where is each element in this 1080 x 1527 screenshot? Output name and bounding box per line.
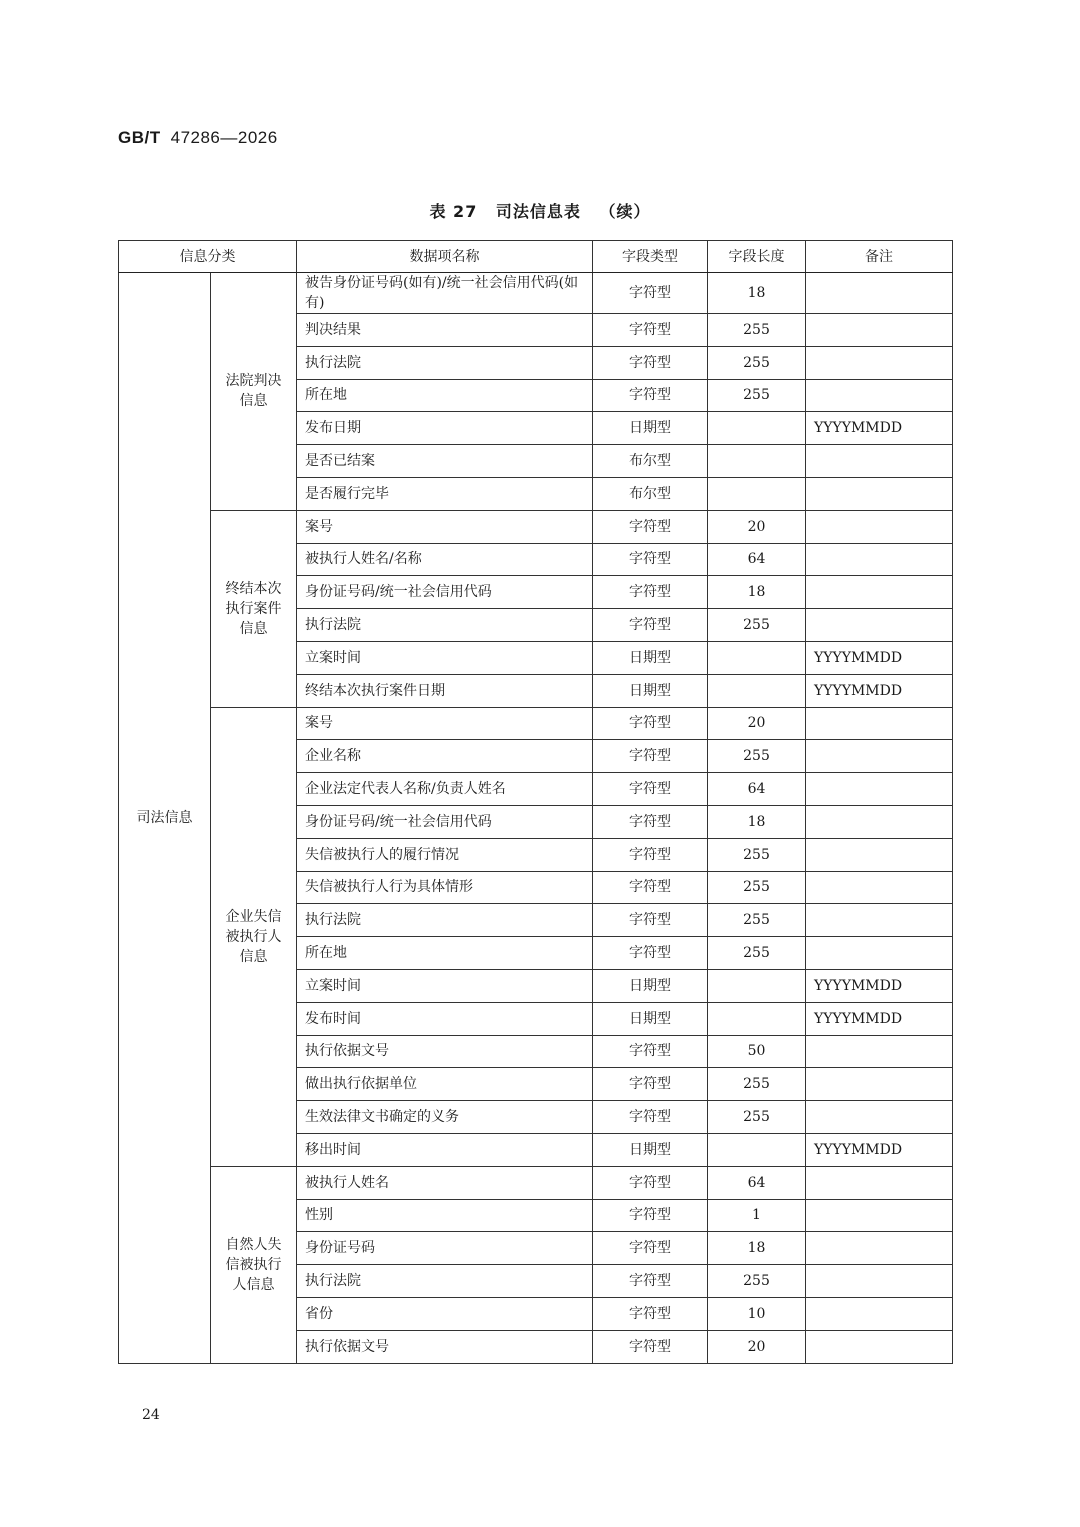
note-cell bbox=[806, 1199, 953, 1232]
field-length-cell: 255 bbox=[708, 314, 806, 347]
data-item-name-cell: 被执行人姓名 bbox=[297, 1166, 593, 1199]
field-length-cell: 18 bbox=[708, 273, 806, 314]
note-cell bbox=[806, 1232, 953, 1265]
field-type-cell: 日期型 bbox=[593, 1133, 708, 1166]
sub-category-line: 执行案件 bbox=[225, 600, 282, 617]
sub-category-line: 自然人失 bbox=[225, 1236, 282, 1253]
field-type-cell: 字符型 bbox=[593, 1101, 708, 1134]
data-item-name-cell: 身份证号码/统一社会信用代码 bbox=[297, 576, 593, 609]
sub-category-line: 企业失信 bbox=[225, 908, 282, 925]
note-cell bbox=[806, 510, 953, 543]
data-item-name-cell: 执行依据文号 bbox=[297, 1330, 593, 1363]
data-item-name-cell: 失信被执行人的履行情况 bbox=[297, 838, 593, 871]
table-row bbox=[119, 707, 953, 740]
field-length-cell: 255 bbox=[708, 937, 806, 970]
sub-category-line: 终结本次 bbox=[225, 580, 282, 597]
data-item-name-cell: 身份证号码 bbox=[297, 1232, 593, 1265]
data-item-name-cell: 所在地 bbox=[297, 379, 593, 412]
data-item-name-cell: 企业名称 bbox=[297, 740, 593, 773]
field-type-cell: 字符型 bbox=[593, 838, 708, 871]
field-type-cell: 布尔型 bbox=[593, 445, 708, 478]
note-cell bbox=[806, 1265, 953, 1298]
sub-category-line: 信息 bbox=[239, 620, 268, 637]
data-item-name-cell: 所在地 bbox=[297, 937, 593, 970]
data-item-name-cell: 被告身份证号码(如有)/统一社会信用代码(如有) bbox=[297, 273, 593, 314]
field-type-cell: 字符型 bbox=[593, 1166, 708, 1199]
data-item-name-cell: 移出时间 bbox=[297, 1133, 593, 1166]
field-length-cell bbox=[708, 477, 806, 510]
field-length-cell: 64 bbox=[708, 543, 806, 576]
field-type-cell: 日期型 bbox=[593, 969, 708, 1002]
field-length-cell: 20 bbox=[708, 707, 806, 740]
note-cell: YYYYMMDD bbox=[806, 1002, 953, 1035]
note-cell bbox=[806, 1035, 953, 1068]
field-type-cell: 字符型 bbox=[593, 1199, 708, 1232]
note-cell: YYYYMMDD bbox=[806, 412, 953, 445]
field-type-cell: 日期型 bbox=[593, 674, 708, 707]
note-cell bbox=[806, 871, 953, 904]
note-cell bbox=[806, 1330, 953, 1363]
field-type-cell: 字符型 bbox=[593, 273, 708, 314]
data-item-name-cell: 案号 bbox=[297, 707, 593, 740]
note-cell bbox=[806, 477, 953, 510]
standard-number: 47286—2026 bbox=[170, 128, 278, 147]
data-item-name-cell: 执行法院 bbox=[297, 346, 593, 379]
field-length-cell: 64 bbox=[708, 1166, 806, 1199]
data-item-name-cell: 执行法院 bbox=[297, 609, 593, 642]
table-row bbox=[119, 273, 953, 314]
field-length-cell: 255 bbox=[708, 740, 806, 773]
note-cell bbox=[806, 273, 953, 314]
field-type-cell: 字符型 bbox=[593, 510, 708, 543]
field-length-cell: 255 bbox=[708, 609, 806, 642]
sub-category-cell bbox=[211, 1166, 297, 1363]
field-type-cell: 日期型 bbox=[593, 412, 708, 445]
note-cell bbox=[806, 740, 953, 773]
sub-category-cell bbox=[211, 707, 297, 1166]
data-item-name-cell: 判决结果 bbox=[297, 314, 593, 347]
field-type-cell: 字符型 bbox=[593, 740, 708, 773]
note-cell bbox=[806, 1166, 953, 1199]
table-row bbox=[119, 1166, 953, 1199]
table-body bbox=[119, 273, 953, 1364]
field-type-cell: 字符型 bbox=[593, 609, 708, 642]
field-length-cell: 255 bbox=[708, 1265, 806, 1298]
field-type-cell: 字符型 bbox=[593, 1330, 708, 1363]
table-header-row bbox=[119, 241, 953, 273]
data-item-name-cell: 发布日期 bbox=[297, 412, 593, 445]
data-item-name-cell: 执行依据文号 bbox=[297, 1035, 593, 1068]
data-item-name-cell: 企业法定代表人名称/负责人姓名 bbox=[297, 773, 593, 806]
note-cell bbox=[806, 379, 953, 412]
standard-header bbox=[118, 128, 278, 148]
note-cell: YYYYMMDD bbox=[806, 1133, 953, 1166]
field-length-cell: 255 bbox=[708, 838, 806, 871]
data-item-name-cell: 案号 bbox=[297, 510, 593, 543]
field-type-cell: 字符型 bbox=[593, 904, 708, 937]
field-type-cell: 字符型 bbox=[593, 543, 708, 576]
field-type-cell: 布尔型 bbox=[593, 477, 708, 510]
field-length-cell bbox=[708, 641, 806, 674]
field-type-cell: 日期型 bbox=[593, 641, 708, 674]
field-type-cell: 字符型 bbox=[593, 707, 708, 740]
data-item-name-cell: 生效法律文书确定的义务 bbox=[297, 1101, 593, 1134]
data-item-name-cell: 性别 bbox=[297, 1199, 593, 1232]
field-type-cell: 字符型 bbox=[593, 1265, 708, 1298]
column-header-category: 信息分类 bbox=[119, 241, 297, 273]
data-item-name-cell: 立案时间 bbox=[297, 641, 593, 674]
field-length-cell: 255 bbox=[708, 1101, 806, 1134]
field-length-cell bbox=[708, 1133, 806, 1166]
column-header-field-type: 字段类型 bbox=[593, 241, 708, 273]
note-cell: YYYYMMDD bbox=[806, 674, 953, 707]
data-item-name-cell: 失信被执行人行为具体情形 bbox=[297, 871, 593, 904]
sub-category-line: 法院判决 bbox=[225, 373, 282, 390]
field-length-cell: 18 bbox=[708, 576, 806, 609]
field-type-cell: 字符型 bbox=[593, 871, 708, 904]
field-type-cell: 字符型 bbox=[593, 576, 708, 609]
field-length-cell: 18 bbox=[708, 805, 806, 838]
field-length-cell: 10 bbox=[708, 1297, 806, 1330]
data-item-name-cell: 身份证号码/统一社会信用代码 bbox=[297, 805, 593, 838]
field-length-cell: 255 bbox=[708, 379, 806, 412]
data-item-name-cell: 发布时间 bbox=[297, 1002, 593, 1035]
field-type-cell: 字符型 bbox=[593, 379, 708, 412]
note-cell bbox=[806, 609, 953, 642]
field-length-cell: 255 bbox=[708, 1068, 806, 1101]
field-length-cell: 20 bbox=[708, 1330, 806, 1363]
sub-category-line: 信息 bbox=[239, 948, 268, 965]
table-title: 司法信息表 bbox=[495, 202, 581, 221]
note-cell: YYYYMMDD bbox=[806, 969, 953, 1002]
note-cell bbox=[806, 1297, 953, 1330]
note-cell bbox=[806, 1101, 953, 1134]
data-item-name-cell: 立案时间 bbox=[297, 969, 593, 1002]
field-length-cell: 18 bbox=[708, 1232, 806, 1265]
sub-category-line: 信息 bbox=[239, 393, 268, 410]
field-type-cell: 字符型 bbox=[593, 346, 708, 379]
data-item-name-cell: 是否履行完毕 bbox=[297, 477, 593, 510]
data-item-name-cell: 做出执行依据单位 bbox=[297, 1068, 593, 1101]
note-cell bbox=[806, 543, 953, 576]
note-cell bbox=[806, 937, 953, 970]
field-length-cell bbox=[708, 445, 806, 478]
page-number: 24 bbox=[142, 1407, 160, 1423]
sub-category-line: 人信息 bbox=[232, 1276, 275, 1293]
column-header-note: 备注 bbox=[806, 241, 953, 273]
field-type-cell: 字符型 bbox=[593, 1035, 708, 1068]
table-caption bbox=[0, 199, 1080, 222]
data-item-name-cell: 省份 bbox=[297, 1297, 593, 1330]
note-cell bbox=[806, 445, 953, 478]
sub-category-line: 被执行人 bbox=[225, 928, 282, 945]
table-row bbox=[119, 510, 953, 543]
field-length-cell: 64 bbox=[708, 773, 806, 806]
column-header-field-length: 字段长度 bbox=[708, 241, 806, 273]
field-type-cell: 字符型 bbox=[593, 1232, 708, 1265]
field-type-cell: 日期型 bbox=[593, 1002, 708, 1035]
field-type-cell: 字符型 bbox=[593, 805, 708, 838]
field-type-cell: 字符型 bbox=[593, 937, 708, 970]
field-length-cell bbox=[708, 412, 806, 445]
field-length-cell: 255 bbox=[708, 904, 806, 937]
sub-category-cell bbox=[211, 273, 297, 511]
note-cell bbox=[806, 838, 953, 871]
note-cell bbox=[806, 314, 953, 347]
field-length-cell: 50 bbox=[708, 1035, 806, 1068]
field-type-cell: 字符型 bbox=[593, 773, 708, 806]
note-cell bbox=[806, 346, 953, 379]
field-type-cell: 字符型 bbox=[593, 1068, 708, 1101]
field-length-cell: 1 bbox=[708, 1199, 806, 1232]
data-item-name-cell: 执行法院 bbox=[297, 1265, 593, 1298]
field-type-cell: 字符型 bbox=[593, 314, 708, 347]
field-length-cell bbox=[708, 969, 806, 1002]
note-cell bbox=[806, 773, 953, 806]
table-continued-mark: （续） bbox=[599, 202, 651, 221]
column-header-item-name: 数据项名称 bbox=[297, 241, 593, 273]
judicial-info-table bbox=[118, 240, 953, 1364]
table-number: 表 27 bbox=[429, 202, 478, 221]
field-length-cell bbox=[708, 674, 806, 707]
note-cell bbox=[806, 707, 953, 740]
field-length-cell: 20 bbox=[708, 510, 806, 543]
data-item-name-cell: 被执行人姓名/名称 bbox=[297, 543, 593, 576]
note-cell bbox=[806, 576, 953, 609]
field-type-cell: 字符型 bbox=[593, 1297, 708, 1330]
sub-category-cell bbox=[211, 510, 297, 707]
data-item-name-cell: 执行法院 bbox=[297, 904, 593, 937]
standard-prefix: GB/T bbox=[118, 128, 161, 147]
data-item-name-cell: 是否已结案 bbox=[297, 445, 593, 478]
note-cell bbox=[806, 904, 953, 937]
note-cell bbox=[806, 1068, 953, 1101]
sub-category-line: 信被执行 bbox=[225, 1256, 282, 1273]
note-cell bbox=[806, 805, 953, 838]
field-length-cell: 255 bbox=[708, 346, 806, 379]
field-length-cell bbox=[708, 1002, 806, 1035]
data-item-name-cell: 终结本次执行案件日期 bbox=[297, 674, 593, 707]
note-cell: YYYYMMDD bbox=[806, 641, 953, 674]
field-length-cell: 255 bbox=[708, 871, 806, 904]
main-category-cell: 司法信息 bbox=[119, 273, 211, 1364]
